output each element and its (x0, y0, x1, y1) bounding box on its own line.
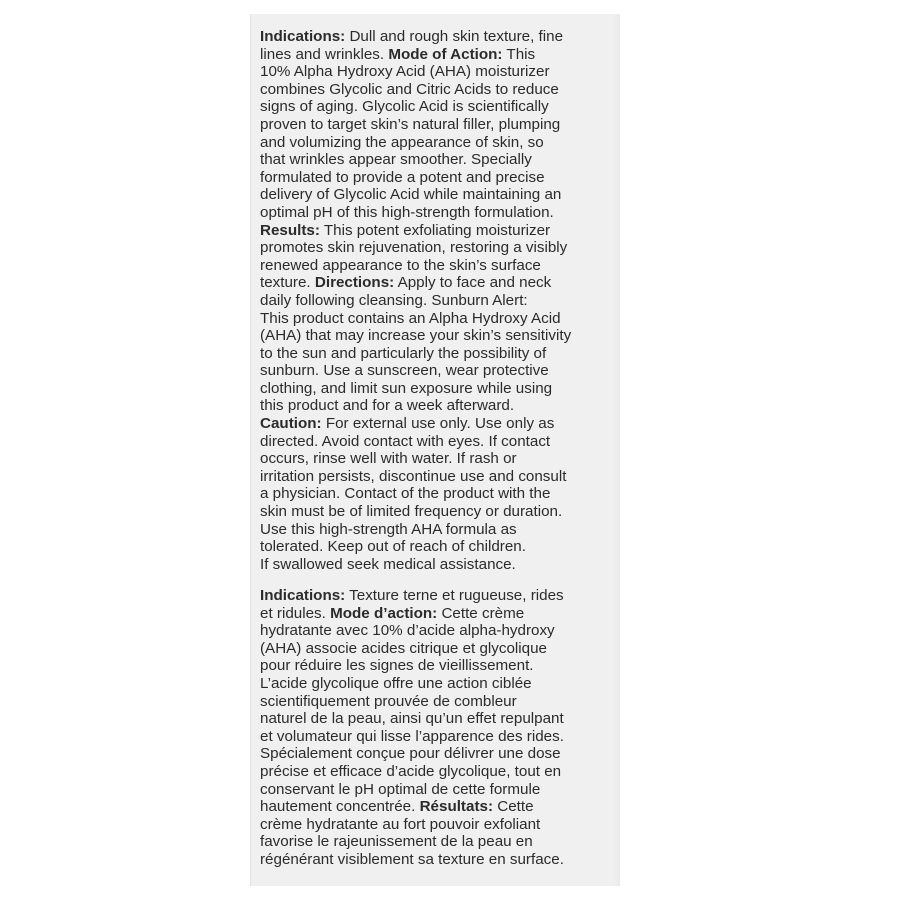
fr-indications-heading: Indications: (260, 587, 346, 604)
fr-mode-action-text: Cette crème hydratante avec 10% d’acide alpha-hydroxy (AHA) associe acides citrique et glycolique pour réduire les signes de vieillissement. L’acide glycolique offre une action ciblée scientifiquement prouvée de combleur naturel de la peau, ainsi qu’un effet repulpant et volumateur qui lisse l’apparence des rides. Spécialement conçue pour délivrer une dose précise et efficace d’acide glycolique, tout en conservant le pH optimal de cette formule hautement concentrée. (260, 604, 564, 816)
caution-text: For external use only. Use only as directed. Avoid contact with eyes. If contact occurs, rinse well with water. If rash or irritation persists, discontinue use and consult a physician. Contact of the product with the skin must be of limited frequency or duration. Use this high-strength AHA formula as tolerated. Keep out of reach of children. If swallowed seek medical assistance. (260, 415, 567, 573)
results-text: This potent exfoliating moisturizer promotes skin rejuvenation, restoring a visibly renewed appearance to the skin’s surface texture. (260, 221, 568, 292)
fr-indications-text: Texture terne et rugueuse, rides et ridules. (260, 587, 564, 622)
results-heading: Results: (260, 221, 320, 239)
fr-mode-action-heading: Mode d’action: (330, 604, 438, 622)
directions-heading: Directions: (314, 274, 395, 292)
mode-of-action-heading: Mode of Action: (388, 45, 503, 63)
mode-of-action-text: This 10% Alpha Hydroxy Acid (AHA) moisturizer combines Glycolic and Citric Acids to reduce signs of aging. Glycolic Acid is scientifically proven to target skin’s natural filler, plumping and volumizing the appearance of skin, so that wrinkles appear smoother. Specially formulated to provide a potent and precise delivery of Glycolic Acid while maintaining an optimal pH of this high-strength formulation. (260, 45, 562, 221)
english-label-text (260, 28, 620, 573)
fr-results-heading: Résultats: (419, 798, 494, 816)
french-label-text (260, 587, 620, 869)
product-label-panel (250, 14, 620, 886)
fr-results-text: Cette crème hydratante au fort pouvoir exfoliant favorise le rajeunissement de la peau en régénérant visiblement sa texture en surface. (260, 798, 564, 868)
caution-heading: Caution: (260, 415, 322, 433)
indications-heading: Indications: (260, 28, 346, 45)
indications-text: Dull and rough skin texture, fine lines and wrinkles. (260, 28, 564, 63)
directions-text: Apply to face and neck daily following cleansing. Sunburn Alert: This product contains an Alpha Hydroxy Acid (AHA) that may increase your skin’s sensitivity to the sun and particularly the possibility of sunburn. Use a sunscreen, wear protective clothing, and limit sun exposure while using this product and for a week afterward. (260, 274, 572, 415)
